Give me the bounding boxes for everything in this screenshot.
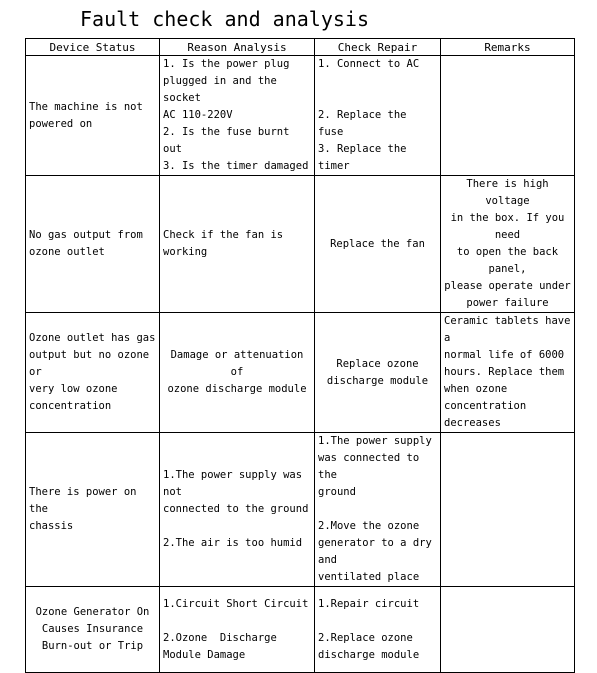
header-remarks: Remarks — [441, 39, 575, 56]
cell-text-line: Replace ozone — [336, 357, 419, 370]
cell-text-line: ozone discharge module — [167, 383, 307, 395]
cell-device-status — [26, 56, 160, 176]
page-title: Fault check and analysis — [80, 7, 369, 31]
header-device-status: Device Status — [26, 39, 160, 56]
cell-text-line: concentration — [444, 400, 527, 412]
cell-text-line: power failure — [466, 297, 549, 309]
cell-text-line: very low ozone — [29, 383, 118, 395]
cell-text-line: 2.The air is too humid — [163, 537, 303, 549]
cell-text-line: concentration — [29, 400, 112, 412]
cell-check-repair — [315, 176, 441, 313]
cell-text-line: The machine is not — [29, 100, 143, 113]
cell-text-line: There is power on the — [29, 486, 143, 515]
cell-text-line: chassis — [29, 520, 74, 532]
cell-text-line: discharge module — [318, 648, 420, 661]
table-row — [26, 587, 575, 673]
cell-text-line: in the box. If you need — [450, 212, 571, 241]
line-spacer — [163, 518, 311, 535]
cell-text-line: Ceramic tablets have a — [444, 315, 577, 344]
cell-text-line: hours. Replace them — [444, 366, 565, 378]
cell-text-line: 1. Connect to AC — [318, 58, 420, 70]
line-spacer — [318, 613, 437, 630]
table-row — [26, 56, 575, 176]
cell-text-line: ozone outlet — [29, 246, 105, 258]
cell-text-line: generator to a dry and — [318, 537, 439, 566]
header-check-repair: Check Repair — [315, 39, 441, 56]
cell-text-line: ventilated place — [318, 571, 420, 583]
table-row — [26, 176, 575, 313]
cell-text-line: decreases — [444, 417, 501, 429]
cell-text-line: output but no ozone or — [29, 349, 156, 378]
table-body — [26, 56, 575, 673]
cell-text-line: 2.Move the ozone — [318, 520, 420, 532]
line-spacer — [318, 73, 437, 90]
fault-table — [25, 38, 575, 673]
cell-text-line: ground — [318, 486, 356, 498]
cell-check-repair — [315, 313, 441, 433]
cell-text-line: Damage or attenuation of — [170, 349, 310, 378]
table-header-row — [26, 39, 575, 56]
cell-device-status — [26, 313, 160, 433]
cell-text-line: No gas output from — [29, 229, 143, 241]
cell-reason-analysis — [160, 176, 315, 313]
cell-text-line: 2.Ozone Discharge — [163, 631, 277, 644]
cell-text-line: There is high voltage — [466, 178, 555, 207]
cell-text-line: was connected to the — [318, 452, 426, 481]
cell-text-line: please operate under — [444, 280, 571, 292]
cell-device-status — [26, 433, 160, 587]
line-spacer — [163, 613, 311, 630]
cell-text-line: Module Damage — [163, 648, 246, 661]
cell-text-line: to open the back panel, — [456, 246, 565, 275]
line-spacer — [318, 90, 437, 107]
cell-text-line: Check if the fan is — [163, 229, 284, 241]
cell-text-line: 1.Repair circuit — [318, 597, 420, 610]
cell-text-line: 1. Is the power plug — [163, 58, 290, 70]
cell-reason-analysis — [160, 587, 315, 673]
cell-text-line: Replace the fan — [330, 237, 425, 250]
cell-text-line: 2. Is the fuse burnt out — [163, 126, 296, 155]
cell-text-line: AC 110-220V — [163, 109, 233, 121]
line-spacer — [318, 501, 437, 518]
cell-remarks — [441, 176, 575, 313]
cell-text-line: 2.Replace ozone — [318, 631, 413, 644]
cell-remarks — [441, 56, 575, 176]
cell-text-line: connected to the ground — [163, 503, 309, 515]
cell-text-line: powered on — [29, 117, 93, 130]
cell-check-repair — [315, 587, 441, 673]
header-reason-analysis: Reason Analysis — [160, 39, 315, 56]
cell-device-status — [26, 587, 160, 673]
cell-device-status — [26, 176, 160, 313]
cell-text-line: normal life of 6000 — [444, 349, 565, 361]
cell-text-line: 3. Is the timer damaged — [163, 160, 309, 172]
cell-text-line: working — [163, 246, 208, 258]
cell-text-line: Ozone outlet has gas — [29, 332, 156, 344]
cell-remarks — [441, 587, 575, 673]
cell-text-line: when ozone — [444, 383, 508, 395]
cell-text-line: 2. Replace the fuse — [318, 109, 413, 138]
cell-text-line: Causes Insurance — [41, 623, 144, 635]
cell-text-line: discharge module — [326, 374, 429, 387]
cell-text-line: Burn-out or Trip — [41, 640, 144, 652]
table-row — [26, 433, 575, 587]
cell-check-repair — [315, 433, 441, 587]
cell-check-repair — [315, 56, 441, 176]
cell-text-line: Ozone Generator On — [35, 606, 150, 618]
cell-text-line: 1.The power supply — [318, 435, 432, 447]
cell-reason-analysis — [160, 313, 315, 433]
table-row — [26, 313, 575, 433]
cell-reason-analysis — [160, 433, 315, 587]
cell-text-line: 3. Replace the timer — [318, 143, 413, 172]
cell-remarks — [441, 313, 575, 433]
cell-text-line: 1.Circuit Short Circuit — [163, 597, 309, 610]
cell-reason-analysis — [160, 56, 315, 176]
cell-text-line: plugged in and the socket — [163, 75, 284, 104]
cell-text-line: 1.The power supply was not — [163, 469, 309, 498]
cell-remarks — [441, 433, 575, 587]
